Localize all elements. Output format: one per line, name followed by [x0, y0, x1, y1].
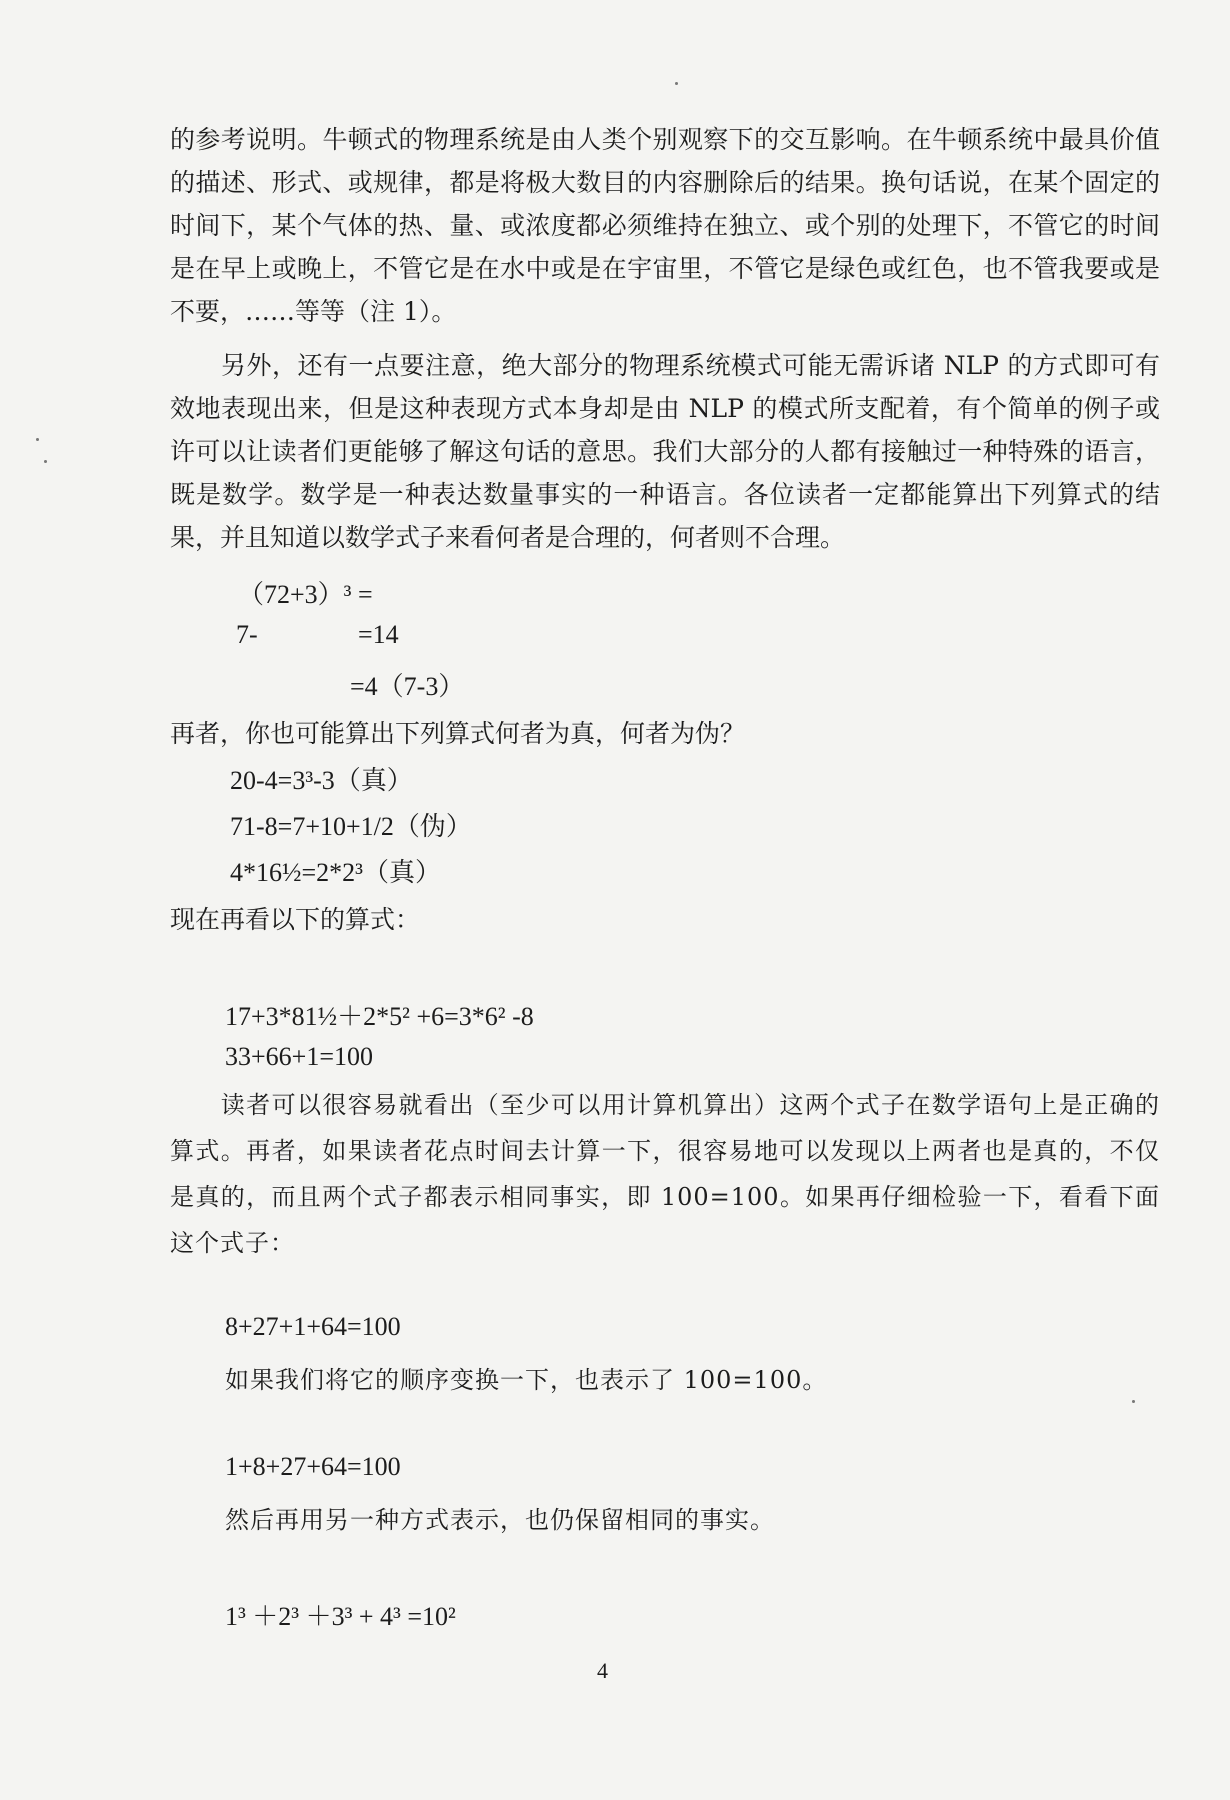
equation-7: 17+3*81½＋2*5² +6=3*6² -8	[225, 1002, 534, 1031]
text-another: 然后再用另一种方式表示，也仍保留相同的事实。	[225, 1506, 775, 1534]
equation-5: 71-8=7+10+1/2（伪）	[230, 812, 472, 841]
scan-speck	[675, 82, 678, 85]
paragraph-newton: 的参考说明。牛顿式的物理系统是由人类个别观察下的交互影响。在牛顿系统中最具价值的描述、形式、或规律，都是将极大数目的内容删除后的结果。换句话说，在某个固定的时间下，某个气体的热、量、或浓度都必须维持在独立、或个别的处理下，不管它的时间是在早上或晚上，不管它是在水中或是在宇宙里，不管它是绿色或红色，也不管我要或是不要，……等等（注 1）。	[170, 125, 1160, 326]
text-order: 如果我们将它的顺序变换一下，也表示了 100=100。	[225, 1366, 828, 1394]
equation-4: 20-4=3³-3（真）	[230, 766, 413, 795]
equation-2-left: 7-	[236, 620, 258, 649]
scan-speck	[36, 438, 39, 441]
paragraph-nlp: 另外，还有一点要注意，绝大部分的物理系统模式可能无需诉诸 NLP 的方式即可有效地表现出来，但是这种表现方式本身却是由 NLP 的模式所支配着，有个简单的例子或许可以让读者们更能够了解这句话的意思。我们大部分的人都有接触过一种特殊的语言，既是数学。数学是一种表达数量事实的一种语言。各位读者一定都能算出下列算式的结果，并且知道以数学式子来看何者是合理的，何者则不合理。	[170, 351, 1160, 552]
equation-6: 4*16½=2*2³（真）	[230, 858, 441, 887]
equation-1: （72+3）³ =	[238, 580, 373, 609]
equation-3: =4（7-3）	[350, 672, 465, 701]
text-now: 现在再看以下的算式：	[170, 905, 421, 934]
equation-10: 1+8+27+64=100	[225, 1452, 401, 1481]
scan-speck	[44, 460, 47, 463]
equation-2-right: =14	[358, 620, 399, 649]
page-number: 4	[597, 1658, 608, 1683]
equation-9: 8+27+1+64=100	[225, 1312, 401, 1341]
text-again: 再者，你也可能算出下列算式何者为真，何者为伪？	[170, 719, 746, 748]
equation-11: 1³ ＋2³ ＋3³ + 4³ =10²	[225, 1602, 456, 1631]
paragraph-reader: 读者可以很容易就看出（至少可以用计算机算出）这两个式子在数学语句上是正确的算式。再者，如果读者花点时间去计算一下，很容易地可以发现以上两者也是真的，不仅是真的，而且两个式子都表示相同事实，即 100=100。如果再仔细检验一下，看看下面这个式子：	[170, 1091, 1160, 1257]
equation-8: 33+66+1=100	[225, 1042, 373, 1071]
scan-speck	[1132, 1400, 1135, 1403]
